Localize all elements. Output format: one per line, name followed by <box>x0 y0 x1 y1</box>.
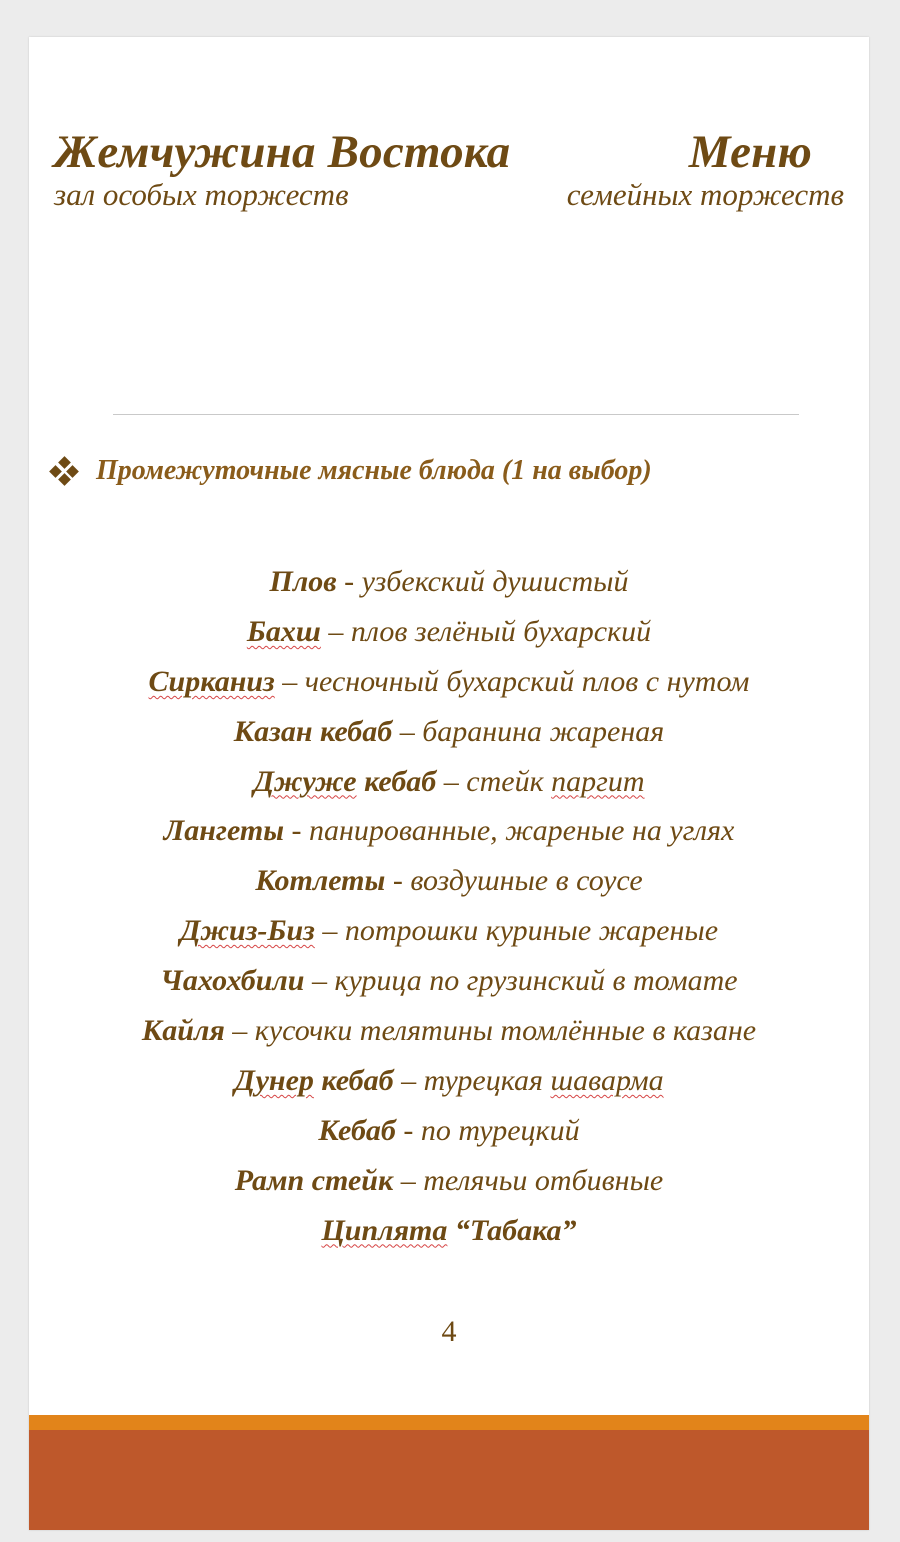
dish-item <box>29 1163 869 1213</box>
dish-name: Кайля <box>141 1014 225 1048</box>
horizontal-divider <box>113 414 799 415</box>
dish-description: – кусочки телятины томлённые в казане <box>224 1014 757 1048</box>
dish-item <box>29 764 869 814</box>
dish-description: – турецкая <box>393 1063 551 1097</box>
dish-name: Котлеты <box>255 864 386 898</box>
dish-description-part: паргит <box>551 764 645 798</box>
dish-description: – телячьи отбивные <box>393 1163 664 1197</box>
dish-list <box>29 564 869 1262</box>
section-title: Промежуточные мясные блюда (1 на выбор) <box>96 455 652 486</box>
dish-description: – баранина жареная <box>392 714 665 748</box>
dish-item <box>29 963 869 1013</box>
dish-name-part: “Табака” <box>447 1213 577 1247</box>
dish-name-part: Циплята <box>321 1213 448 1247</box>
dish-description: – курица по грузинский в томате <box>304 964 738 998</box>
footer-band-orange <box>29 1415 869 1430</box>
menu-subtitle: семейных торжеств <box>566 177 844 212</box>
menu-title: Меню <box>688 126 812 178</box>
dish-item <box>29 863 869 913</box>
dish-item <box>29 1013 869 1063</box>
dish-item <box>29 1063 869 1113</box>
document-page <box>29 37 869 1530</box>
dish-name: Рамп стейк <box>234 1163 394 1197</box>
header-right-block <box>566 126 844 212</box>
dish-name: Плов <box>269 565 337 598</box>
dish-name: Сирканиз <box>148 664 275 698</box>
dish-item <box>29 614 869 664</box>
dish-description-part: шаварма <box>550 1063 664 1097</box>
dish-description: – стейк <box>436 764 552 798</box>
four-diamond-bullet-icon <box>50 457 78 485</box>
section-heading <box>50 455 652 487</box>
venue-title: Жемчужина Востока <box>54 126 511 178</box>
dish-item <box>29 1113 869 1163</box>
dish-item <box>29 1213 869 1263</box>
dish-name: Чахохбили <box>160 964 305 998</box>
header-left-block <box>54 126 511 212</box>
footer-band-rust <box>29 1430 869 1530</box>
dish-name: Кебаб <box>318 1113 396 1147</box>
dish-description: – плов зелёный бухарский <box>320 614 652 648</box>
dish-name: Лангеты <box>163 814 285 848</box>
page-number: 4 <box>441 1315 457 1348</box>
dish-name-part: кебаб <box>356 764 437 798</box>
dish-item <box>29 664 869 714</box>
dish-description: – потрошки куриные жареные <box>314 914 719 948</box>
dish-description: – чесночный бухарский плов с нутом <box>274 664 750 698</box>
dish-item <box>29 564 869 614</box>
dish-item <box>29 813 869 863</box>
dish-description: - узбекский душистый <box>336 565 629 598</box>
dish-item <box>29 913 869 963</box>
dish-name: Джиз-Биз <box>179 914 315 948</box>
dish-name-part: Джуже <box>253 764 357 798</box>
dish-description: - по турецкий <box>395 1113 580 1147</box>
dish-name-part: кебаб <box>313 1063 394 1097</box>
dish-name: Казан кебаб <box>233 714 393 748</box>
dish-description: - панированные, жареные на углях <box>284 814 735 848</box>
dish-item <box>29 714 869 764</box>
dish-name: Бахш <box>246 614 321 648</box>
dish-name-part: Дунер <box>234 1063 314 1097</box>
dish-description: - воздушные в соусе <box>385 864 643 898</box>
venue-subtitle: зал особых торжеств <box>54 177 349 212</box>
